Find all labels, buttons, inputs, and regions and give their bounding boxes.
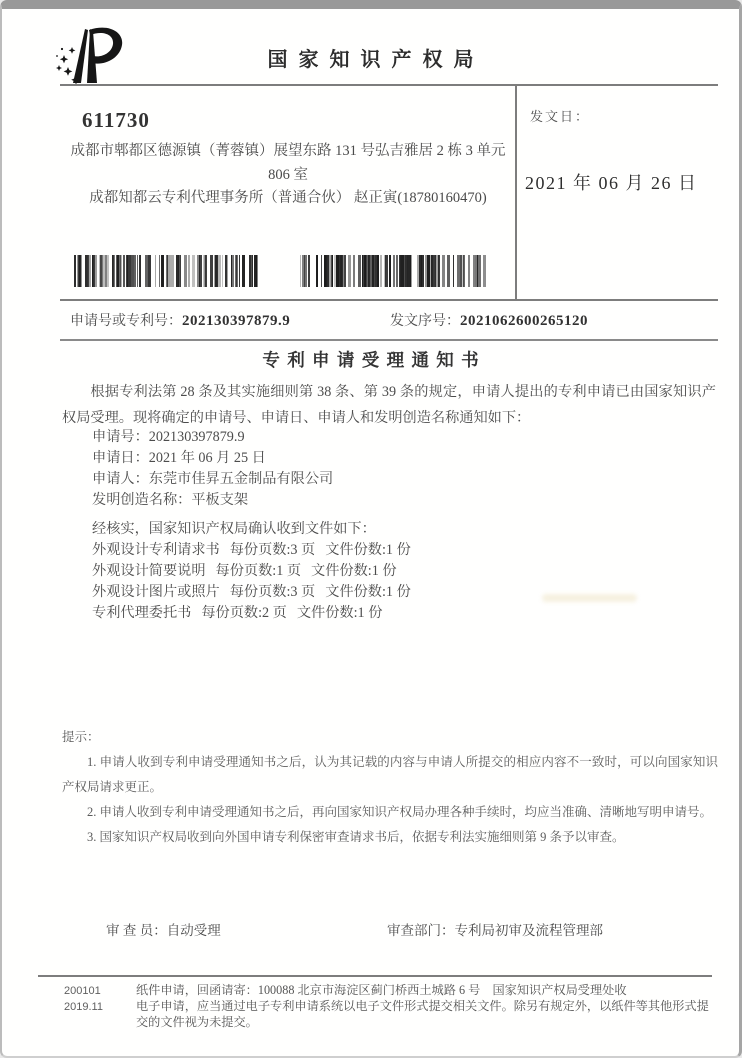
title-divider xyxy=(60,339,718,341)
examiner-value: 自动受理 xyxy=(166,923,221,938)
serial-number-value: 2021062600265120 xyxy=(460,313,588,329)
field-applicant: 申请人：东莞市佳昇五金制品有限公司 xyxy=(92,471,334,487)
barcode-right xyxy=(298,255,492,287)
address-line2: 806 室 xyxy=(268,166,308,183)
tip-item-2: 2. 申请人收到专利申请受理通知书之后，再向国家知识产权局办理各种手续时，均应当准确、清晰地写明申请号。 xyxy=(87,805,713,819)
application-number-label: 申请号或专利号： xyxy=(70,314,182,329)
footer-notes xyxy=(136,983,716,1030)
field-invention-title: 发明创造名称：平板支架 xyxy=(92,492,249,508)
dispatch-date-label: 发文日： xyxy=(530,109,591,124)
department-label: 审查部门： xyxy=(387,923,455,938)
examiner-label: 审 查 员： xyxy=(106,923,167,938)
application-number-value: 202130397879.9 xyxy=(182,313,291,329)
barcode-left xyxy=(74,255,268,287)
footer-divider xyxy=(38,975,712,977)
serial-number-row xyxy=(390,310,588,330)
tip-item-1: 1. 申请人收到专利申请受理通知书之后，认为其记载的内容与申请人所提交的相应内容不一致时，可以向国家知识产权局请求更正。 xyxy=(62,755,718,794)
scan-artifact xyxy=(542,594,637,602)
application-fields xyxy=(92,427,333,511)
document-row: 外观设计简要说明 每份页数:1 页 文件份数:1 份 xyxy=(92,563,397,579)
notice-intro: 根据专利法第 28 条及其实施细则第 38 条、第 39 条的规定，申请人提出的专利申请已由国家知识产权局受理。现将确定的申请号、申请日、申请人和发明创造名称通知如下： xyxy=(62,384,716,426)
postal-code: 611730 xyxy=(82,108,150,132)
address-line1: 成都市郫都区德源镇（菁蓉镇）展望东路 131 号弘吉雅居 2 栋 3 单元 xyxy=(70,143,506,159)
footer-paper-note: 纸件申请，回函请寄：100088 北京市海淀区蓟门桥西土城路 6 号 国家知识产权局受理处收 xyxy=(136,983,627,997)
field-filing-date: 申请日：2021 年 06 月 25 日 xyxy=(92,450,266,466)
footer-code-1: 200101 xyxy=(64,985,101,997)
dispatch-date-value: 2021 年 06 月 26 日 xyxy=(525,173,698,193)
header-divider xyxy=(60,84,718,86)
application-number-row xyxy=(70,310,290,330)
received-intro: 经核实，国家知识产权局确认收到文件如下： xyxy=(92,521,376,537)
examiner-row xyxy=(106,919,221,939)
agency-line: 成都知都云专利代理事务所（普通合伙） 赵正寅(18780160470) xyxy=(89,190,487,206)
field-application-number: 申请号：202130397879.9 xyxy=(92,429,245,445)
serial-number-label: 发文序号： xyxy=(390,314,460,329)
address-date-divider xyxy=(515,84,517,301)
document-row: 外观设计图片或照片 每份页数:3 页 文件份数:1 份 xyxy=(92,584,411,600)
barcode-divider xyxy=(60,299,718,301)
department-row xyxy=(387,919,603,939)
footer-code-2: 2019.11 xyxy=(64,1000,103,1013)
received-documents xyxy=(92,519,411,624)
footer-codes xyxy=(64,984,103,1015)
document-row: 专利代理委托书 每份页数:2 页 文件份数:1 份 xyxy=(92,605,383,621)
footer-electronic-note: 电子申请，应当通过电子专利申请系统以电子文件形式提交相关文件。除另有规定外，以纸件等其他形式提交的文件视为未提交。 xyxy=(136,998,709,1029)
document-row: 外观设计专利请求书 每份页数:3 页 文件份数:1 份 xyxy=(92,542,411,558)
recipient-address xyxy=(62,140,514,211)
department-value: 专利局初审及流程管理部 xyxy=(454,923,603,938)
tip-item-3: 3. 国家知识产权局收到向外国申请专利保密审查请求书后，依据专利法实施细则第 9 条予以审查。 xyxy=(87,830,625,844)
tips-section xyxy=(62,725,718,850)
tips-label: 提示： xyxy=(62,730,100,744)
office-title: 国家知识产权局 xyxy=(267,49,485,71)
notice-title: 专利申请受理通知书 xyxy=(262,350,486,370)
